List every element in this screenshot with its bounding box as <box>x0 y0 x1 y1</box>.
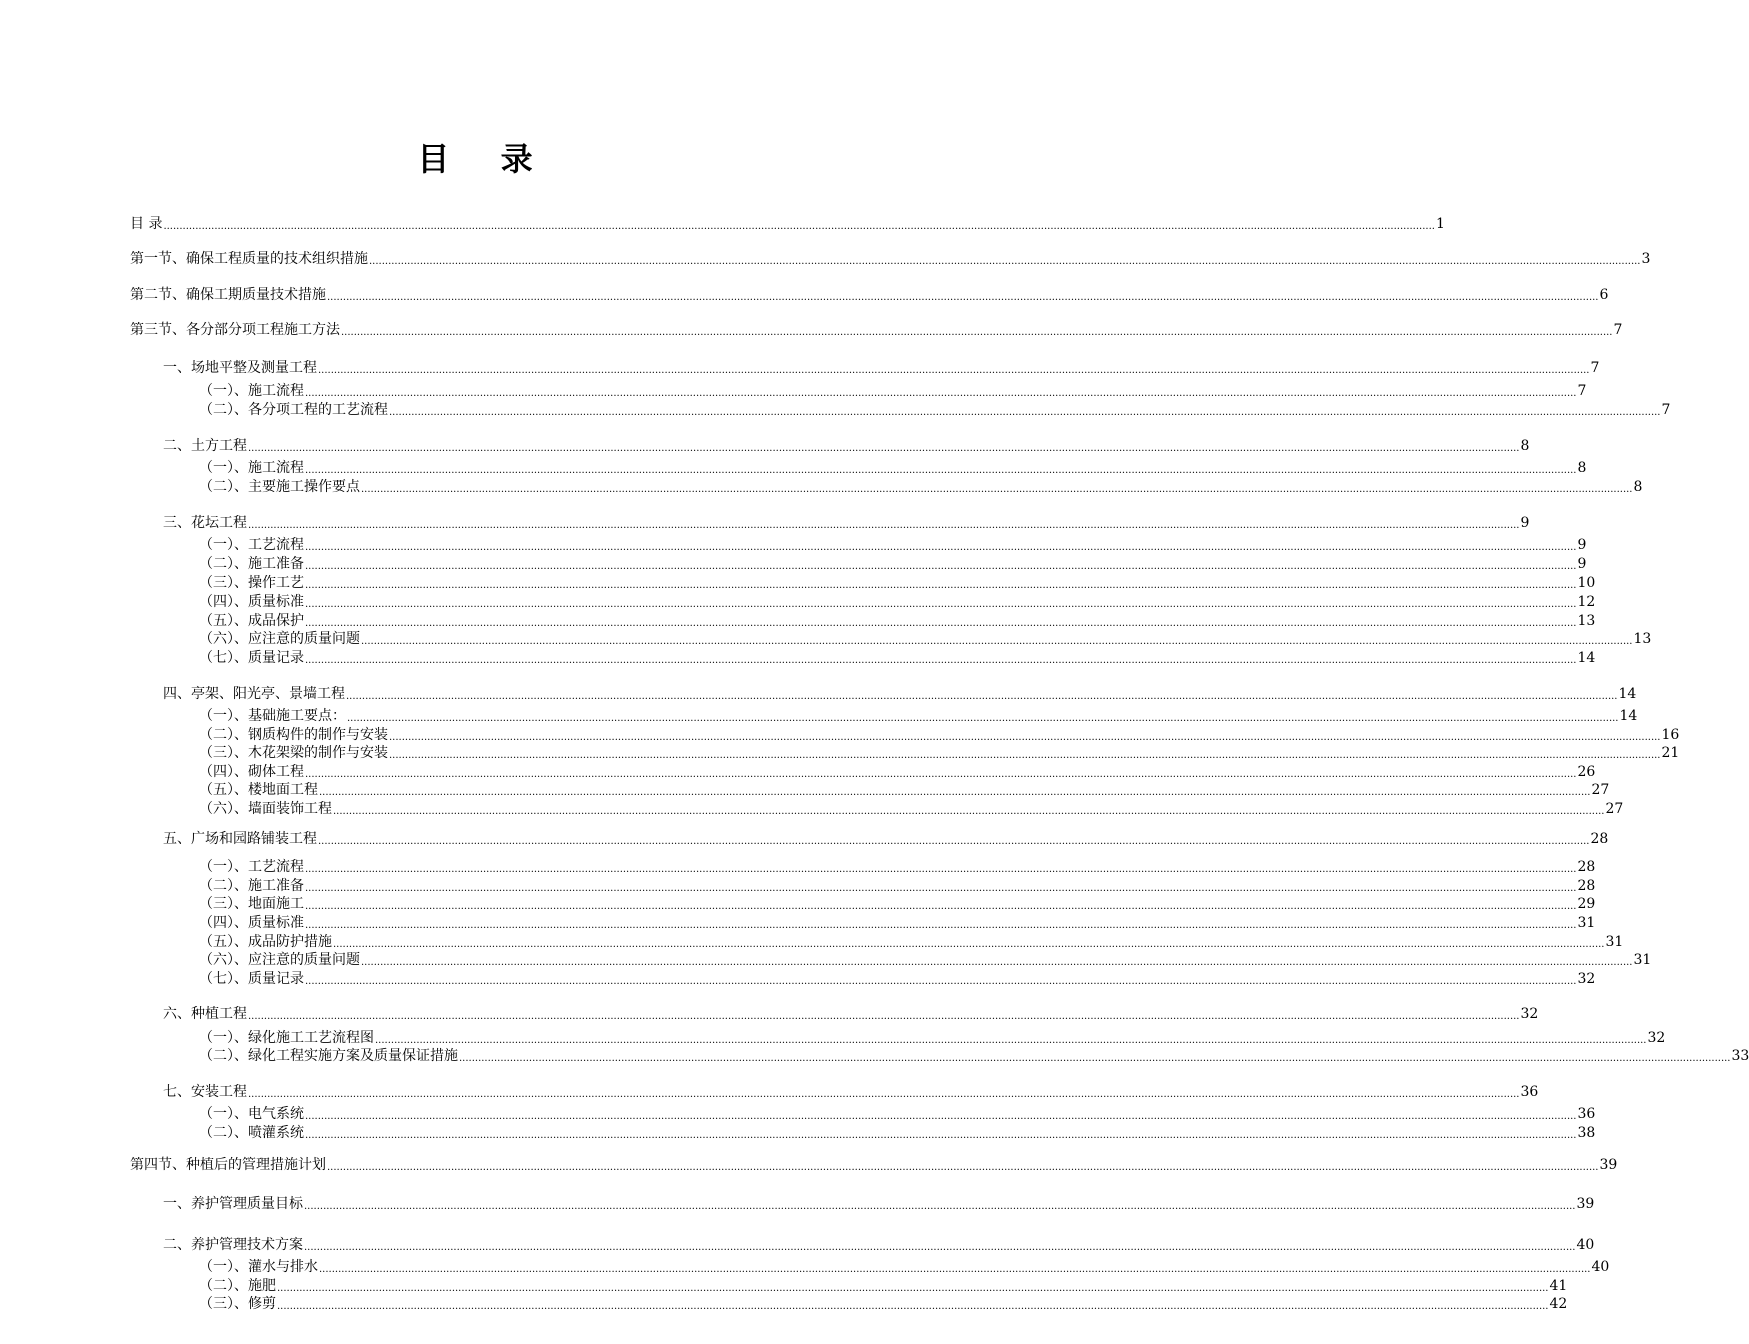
toc-entry-page-number: 40 <box>1576 1237 1595 1253</box>
toc-entry[interactable] <box>199 800 1624 819</box>
toc-leader-dots: ................................................................................................................................................................................................................................................................................................................................................................................................................ <box>318 365 1590 376</box>
toc-entry-page-number: 14 <box>1577 650 1596 666</box>
toc-entry[interactable] <box>199 459 1587 478</box>
toc-entry-page-number: 8 <box>1520 438 1530 454</box>
toc-leader-dots: ................................................................................................................................................................................................................................................................................................................................................................................................................ <box>305 542 1577 553</box>
toc-entry-label: （二）、各分项工程的工艺流程 <box>199 402 388 418</box>
toc-leader-dots: ................................................................................................................................................................................................................................................................................................................................................................................................................ <box>305 465 1577 476</box>
toc-entry-page-number: 32 <box>1577 971 1596 987</box>
toc-leader-dots: ................................................................................................................................................................................................................................................................................................................................................................................................................ <box>304 1201 1576 1212</box>
toc-entry-label: 一、养护管理质量目标 <box>163 1196 303 1212</box>
toc-leader-dots: ................................................................................................................................................................................................................................................................................................................................................................................................................ <box>333 939 1605 950</box>
toc-entry-page-number: 7 <box>1661 402 1671 418</box>
toc-entry-label: （一）、基础施工要点： <box>199 708 346 724</box>
toc-entry[interactable] <box>199 707 1638 726</box>
toc-leader-dots: ................................................................................................................................................................................................................................................................................................................................................................................................................ <box>361 957 1633 968</box>
toc-entry[interactable] <box>199 1295 1568 1314</box>
toc-entry-label: （五）、成品防护措施 <box>199 934 332 950</box>
toc-leader-dots: ................................................................................................................................................................................................................................................................................................................................................................................................................ <box>277 1301 1549 1312</box>
toc-entry-page-number: 39 <box>1576 1196 1595 1212</box>
toc-entry-page-number: 27 <box>1605 801 1624 817</box>
page-title: 目 录 <box>417 140 553 178</box>
toc-leader-dots: ................................................................................................................................................................................................................................................................................................................................................................................................................ <box>305 655 1577 666</box>
toc-entry[interactable] <box>199 593 1596 612</box>
toc-entry-page-number: 32 <box>1647 1030 1666 1046</box>
toc-leader-dots: ................................................................................................................................................................................................................................................................................................................................................................................................................ <box>369 256 1641 267</box>
toc-entry[interactable] <box>130 1156 1618 1175</box>
toc-leader-dots: ................................................................................................................................................................................................................................................................................................................................................................................................................ <box>248 520 1520 531</box>
toc-entry-label: 二、养护管理技术方案 <box>163 1237 303 1253</box>
toc-entry[interactable] <box>163 830 1609 849</box>
toc-entry-page-number: 33 <box>1731 1048 1749 1064</box>
toc-leader-dots: ................................................................................................................................................................................................................................................................................................................................................................................................................ <box>305 561 1577 572</box>
toc-leader-dots: ................................................................................................................................................................................................................................................................................................................................................................................................................ <box>305 976 1577 987</box>
toc-entry-label: （三）、木花架梁的制作与安装 <box>199 745 388 761</box>
toc-leader-dots: ................................................................................................................................................................................................................................................................................................................................................................................................................ <box>305 1111 1577 1122</box>
toc-entry-label: （七）、质量记录 <box>199 971 304 987</box>
toc-entry-label: （二）、施工准备 <box>199 878 304 894</box>
toc-entry-page-number: 36 <box>1577 1106 1596 1122</box>
toc-entry-label: （一）、工艺流程 <box>199 859 304 875</box>
toc-entry-label: 四、亭架、阳光亭、景墙工程 <box>163 686 345 702</box>
toc-entry[interactable] <box>199 726 1680 745</box>
toc-entry-page-number: 8 <box>1577 460 1587 476</box>
toc-entry[interactable] <box>199 555 1587 574</box>
toc-entry-label: （四）、质量标准 <box>199 594 304 610</box>
toc-leader-dots: ................................................................................................................................................................................................................................................................................................................................................................................................................ <box>248 443 1520 454</box>
toc-entry[interactable] <box>199 612 1596 631</box>
toc-entry[interactable] <box>199 914 1596 933</box>
toc-entry-label: （三）、修剪 <box>199 1296 276 1312</box>
toc-entry-label: （五）、楼地面工程 <box>199 782 318 798</box>
toc-entry-page-number: 28 <box>1577 878 1596 894</box>
toc-entry-label: （一）、施工流程 <box>199 383 304 399</box>
toc-entry-page-number: 14 <box>1619 708 1638 724</box>
toc-entry-label: （二）、钢质构件的制作与安装 <box>199 727 388 743</box>
toc-entry[interactable] <box>199 1124 1596 1143</box>
toc-entry-page-number: 14 <box>1618 686 1637 702</box>
toc-entry[interactable] <box>163 1083 1539 1102</box>
toc-entry-label: 七、安装工程 <box>163 1084 247 1100</box>
toc-leader-dots: ................................................................................................................................................................................................................................................................................................................................................................................................................ <box>375 1035 1647 1046</box>
toc-entry-page-number: 9 <box>1577 556 1587 572</box>
toc-entry-page-number: 16 <box>1661 727 1680 743</box>
toc-entry-label: （一）、施工流程 <box>199 460 304 476</box>
toc-entry-page-number: 40 <box>1591 1259 1610 1275</box>
toc-entry-page-number: 21 <box>1661 745 1680 761</box>
toc-leader-dots: ................................................................................................................................................................................................................................................................................................................................................................................................................ <box>305 580 1577 591</box>
toc-entry-label: （一）、灌水与排水 <box>199 1259 318 1275</box>
toc-entry-page-number: 9 <box>1520 515 1530 531</box>
toc-entry-label: 六、种植工程 <box>163 1006 247 1022</box>
toc-entry[interactable] <box>130 215 1445 234</box>
toc-entry-label: （二）、施肥 <box>199 1278 276 1294</box>
toc-leader-dots: ................................................................................................................................................................................................................................................................................................................................................................................................................ <box>361 636 1633 647</box>
toc-entry[interactable] <box>199 895 1596 914</box>
toc-entry-page-number: 31 <box>1577 915 1596 931</box>
toc-entry-page-number: 28 <box>1590 831 1609 847</box>
toc-entry-label: （二）、绿化工程实施方案及质量保证措施 <box>199 1048 458 1064</box>
toc-leader-dots: ................................................................................................................................................................................................................................................................................................................................................................................................................ <box>305 883 1577 894</box>
toc-entry-page-number: 13 <box>1577 613 1596 629</box>
toc-entry[interactable] <box>199 933 1624 952</box>
toc-entry[interactable] <box>199 1277 1568 1296</box>
toc-entry-page-number: 36 <box>1520 1084 1539 1100</box>
toc-entry[interactable] <box>199 781 1610 800</box>
toc-entry-label: （二）、主要施工操作要点 <box>199 479 360 495</box>
toc-entry-label: （五）、成品保护 <box>199 613 304 629</box>
toc-entry-label: （六）、应注意的质量问题 <box>199 952 360 968</box>
toc-leader-dots: ................................................................................................................................................................................................................................................................................................................................................................................................................ <box>333 806 1605 817</box>
toc-leader-dots: ................................................................................................................................................................................................................................................................................................................................................................................................................ <box>361 484 1633 495</box>
toc-entry-label: （七）、质量记录 <box>199 650 304 666</box>
toc-leader-dots: ................................................................................................................................................................................................................................................................................................................................................................................................................ <box>248 1089 1520 1100</box>
toc-entry[interactable] <box>199 1047 1749 1066</box>
toc-leader-dots: ................................................................................................................................................................................................................................................................................................................................................................................................................ <box>389 732 1661 743</box>
toc-entry-page-number: 38 <box>1577 1125 1596 1141</box>
toc-leader-dots: ................................................................................................................................................................................................................................................................................................................................................................................................................ <box>459 1053 1731 1064</box>
toc-entry-label: 二、土方工程 <box>163 438 247 454</box>
toc-entry[interactable] <box>199 536 1587 555</box>
toc-entry[interactable] <box>163 1236 1595 1255</box>
toc-entry-page-number: 26 <box>1577 764 1596 780</box>
toc-entry[interactable] <box>199 401 1671 420</box>
toc-leader-dots: ................................................................................................................................................................................................................................................................................................................................................................................................................ <box>305 901 1577 912</box>
toc-entry-label: （一）、工艺流程 <box>199 537 304 553</box>
toc-entry-label: 第三节、各分部分项工程施工方法 <box>130 322 340 338</box>
toc-entry[interactable] <box>199 744 1680 763</box>
toc-entry-page-number: 13 <box>1633 631 1652 647</box>
toc-entry[interactable] <box>163 514 1530 533</box>
toc-entry[interactable] <box>199 858 1596 877</box>
toc-leader-dots: ................................................................................................................................................................................................................................................................................................................................................................................................................ <box>389 407 1661 418</box>
toc-entry-page-number: 12 <box>1577 594 1596 610</box>
toc-entry-page-number: 39 <box>1599 1157 1618 1173</box>
toc-entry-label: 第四节、种植后的管理措施计划 <box>130 1157 326 1173</box>
toc-leader-dots: ................................................................................................................................................................................................................................................................................................................................................................................................................ <box>163 221 1435 232</box>
toc-leader-dots: ................................................................................................................................................................................................................................................................................................................................................................................................................ <box>277 1283 1549 1294</box>
toc-entry-page-number: 41 <box>1549 1278 1568 1294</box>
toc-leader-dots: ................................................................................................................................................................................................................................................................................................................................................................................................................ <box>305 388 1577 399</box>
toc-entry[interactable] <box>199 1029 1666 1048</box>
toc-leader-dots: ................................................................................................................................................................................................................................................................................................................................................................................................................ <box>318 836 1590 847</box>
toc-entry-label: （三）、地面施工 <box>199 896 304 912</box>
toc-entry[interactable] <box>130 286 1609 305</box>
toc-entry-page-number: 8 <box>1633 479 1643 495</box>
toc-entry-page-number: 7 <box>1613 322 1623 338</box>
toc-entry[interactable] <box>199 970 1596 989</box>
toc-entry[interactable] <box>163 1195 1595 1214</box>
toc-entry-label: 目 录 <box>130 216 163 232</box>
toc-leader-dots: ................................................................................................................................................................................................................................................................................................................................................................................................................ <box>319 787 1591 798</box>
toc-entry[interactable] <box>130 321 1623 340</box>
toc-leader-dots: ................................................................................................................................................................................................................................................................................................................................................................................................................ <box>305 599 1577 610</box>
toc-entry-page-number: 29 <box>1577 896 1596 912</box>
toc-entry-page-number: 3 <box>1641 251 1651 267</box>
toc-entry[interactable] <box>199 1105 1596 1124</box>
toc-entry-label: 第一节、确保工程质量的技术组织措施 <box>130 251 368 267</box>
toc-entry[interactable] <box>199 877 1596 896</box>
toc-leader-dots: ................................................................................................................................................................................................................................................................................................................................................................................................................ <box>305 618 1577 629</box>
toc-entry[interactable] <box>163 685 1637 704</box>
toc-entry-page-number: 42 <box>1549 1296 1568 1312</box>
toc-leader-dots: ................................................................................................................................................................................................................................................................................................................................................................................................................ <box>327 1162 1599 1173</box>
toc-entry-label: （二）、喷灌系统 <box>199 1125 304 1141</box>
toc-entry-page-number: 32 <box>1520 1006 1539 1022</box>
toc-leader-dots: ................................................................................................................................................................................................................................................................................................................................................................................................................ <box>304 1242 1576 1253</box>
toc-entry[interactable] <box>163 359 1600 378</box>
toc-entry[interactable] <box>199 649 1596 668</box>
toc-entry[interactable] <box>199 630 1652 649</box>
toc-entry[interactable] <box>199 382 1587 401</box>
toc-entry-page-number: 31 <box>1605 934 1624 950</box>
toc-entry-page-number: 7 <box>1590 360 1600 376</box>
toc-leader-dots: ................................................................................................................................................................................................................................................................................................................................................................................................................ <box>327 292 1599 303</box>
toc-entry-page-number: 7 <box>1577 383 1587 399</box>
toc-entry[interactable] <box>199 763 1596 782</box>
toc-entry-page-number: 9 <box>1577 537 1587 553</box>
toc-leader-dots: ................................................................................................................................................................................................................................................................................................................................................................................................................ <box>389 750 1661 761</box>
toc-entry-label: （二）、施工准备 <box>199 556 304 572</box>
toc-entry-label: （三）、操作工艺 <box>199 575 304 591</box>
toc-entry[interactable] <box>163 1005 1539 1024</box>
toc-entry-label: 三、花坛工程 <box>163 515 247 531</box>
toc-entry[interactable] <box>199 574 1596 593</box>
toc-entry-label: （六）、墙面装饰工程 <box>199 801 332 817</box>
toc-leader-dots: ................................................................................................................................................................................................................................................................................................................................................................................................................ <box>305 864 1577 875</box>
toc-entry[interactable] <box>199 951 1652 970</box>
toc-entry-page-number: 28 <box>1577 859 1596 875</box>
toc-leader-dots: ................................................................................................................................................................................................................................................................................................................................................................................................................ <box>341 327 1613 338</box>
toc-entry-label: （四）、砌体工程 <box>199 764 304 780</box>
toc-entry-label: 第二节、确保工期质量技术措施 <box>130 287 326 303</box>
toc-entry[interactable] <box>130 250 1651 269</box>
toc-leader-dots: ................................................................................................................................................................................................................................................................................................................................................................................................................ <box>305 920 1577 931</box>
toc-entry-page-number: 27 <box>1591 782 1610 798</box>
toc-entry[interactable] <box>163 437 1530 456</box>
toc-entry-label: （六）、应注意的质量问题 <box>199 631 360 647</box>
toc-leader-dots: ................................................................................................................................................................................................................................................................................................................................................................................................................ <box>319 1264 1591 1275</box>
toc-entry-label: （一）、电气系统 <box>199 1106 304 1122</box>
toc-entry-page-number: 1 <box>1435 216 1445 232</box>
toc-entry[interactable] <box>199 478 1643 497</box>
toc-entry-label: （一）、绿化施工工艺流程图 <box>199 1030 374 1046</box>
toc-entry-page-number: 31 <box>1633 952 1652 968</box>
toc-entry-label: 五、广场和园路铺装工程 <box>163 831 317 847</box>
toc-leader-dots: ................................................................................................................................................................................................................................................................................................................................................................................................................ <box>346 691 1618 702</box>
toc-leader-dots: ................................................................................................................................................................................................................................................................................................................................................................................................................ <box>305 1130 1577 1141</box>
toc-entry-label: （四）、质量标准 <box>199 915 304 931</box>
toc-leader-dots: ................................................................................................................................................................................................................................................................................................................................................................................................................ <box>347 713 1619 724</box>
toc-leader-dots: ................................................................................................................................................................................................................................................................................................................................................................................................................ <box>305 769 1577 780</box>
toc-entry-page-number: 10 <box>1577 575 1596 591</box>
toc-entry-label: 一、场地平整及测量工程 <box>163 360 317 376</box>
toc-leader-dots: ................................................................................................................................................................................................................................................................................................................................................................................................................ <box>248 1011 1520 1022</box>
toc-entry-page-number: 6 <box>1599 287 1609 303</box>
toc-entry[interactable] <box>199 1258 1610 1277</box>
